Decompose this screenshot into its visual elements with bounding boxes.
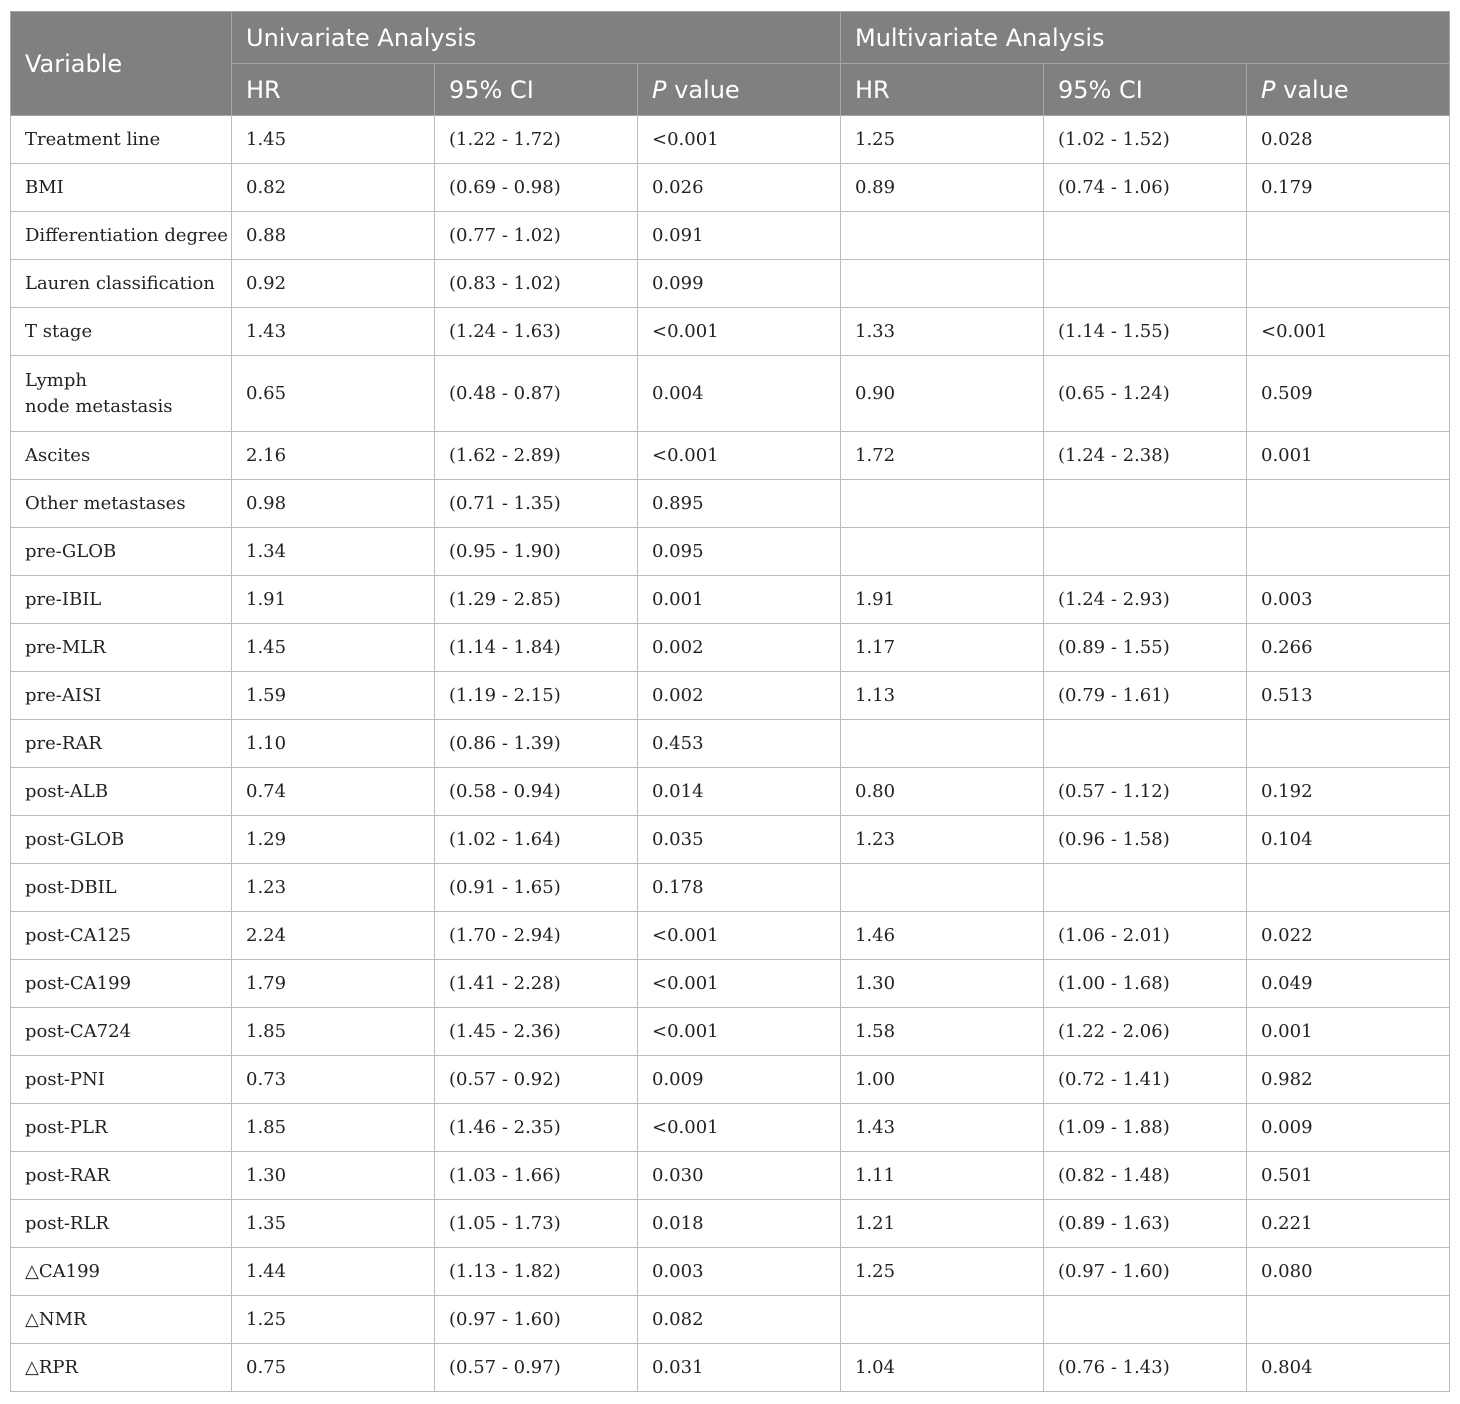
cell-multivariate-p: <0.001 [1247, 308, 1450, 356]
cell-univariate-p: 0.009 [638, 1056, 841, 1104]
cell-multivariate-ci [1044, 480, 1247, 528]
cell-univariate-ci: (0.69 - 0.98) [435, 164, 638, 212]
table-row [11, 720, 1450, 768]
cell-univariate-hr: 0.98 [232, 480, 435, 528]
cell-multivariate-hr: 1.91 [841, 576, 1044, 624]
cell-multivariate-ci: (0.79 - 1.61) [1044, 672, 1247, 720]
cell-multivariate-ci: (1.00 - 1.68) [1044, 960, 1247, 1008]
cell-multivariate-p: 0.221 [1247, 1200, 1450, 1248]
cell-univariate-hr: 1.34 [232, 528, 435, 576]
cell-multivariate-ci [1044, 212, 1247, 260]
table-row [11, 1056, 1450, 1104]
cell-multivariate-hr [841, 528, 1044, 576]
table-row [11, 432, 1450, 480]
cell-univariate-hr: 1.25 [232, 1296, 435, 1344]
cell-multivariate-hr: 1.72 [841, 432, 1044, 480]
table-row [11, 260, 1450, 308]
table-row [11, 212, 1450, 260]
cell-univariate-p: 0.003 [638, 1248, 841, 1296]
cell-multivariate-p [1247, 212, 1450, 260]
cell-variable: post-ALB [11, 768, 232, 816]
table-row [11, 1008, 1450, 1056]
cell-univariate-hr: 1.43 [232, 308, 435, 356]
cell-univariate-hr: 1.23 [232, 864, 435, 912]
cell-univariate-ci: (0.83 - 1.02) [435, 260, 638, 308]
cell-univariate-p: 0.178 [638, 864, 841, 912]
cell-variable: △CA199 [11, 1248, 232, 1296]
table-header [11, 12, 1450, 116]
cell-univariate-hr: 1.59 [232, 672, 435, 720]
cell-univariate-ci: (1.62 - 2.89) [435, 432, 638, 480]
cell-univariate-hr: 1.85 [232, 1008, 435, 1056]
header-multivariate-ci: 95% CI [1044, 64, 1247, 116]
cell-multivariate-p [1247, 260, 1450, 308]
cell-multivariate-hr [841, 260, 1044, 308]
cell-multivariate-hr: 1.00 [841, 1056, 1044, 1104]
cell-multivariate-p [1247, 1296, 1450, 1344]
p-italic: P [1261, 75, 1276, 104]
cell-univariate-ci: (1.29 - 2.85) [435, 576, 638, 624]
cell-univariate-ci: (0.97 - 1.60) [435, 1296, 638, 1344]
cell-multivariate-p: 0.266 [1247, 624, 1450, 672]
cell-multivariate-ci: (0.65 - 1.24) [1044, 356, 1247, 432]
cell-variable: Other metastases [11, 480, 232, 528]
cell-univariate-hr: 1.44 [232, 1248, 435, 1296]
header-multivariate-p [1247, 64, 1450, 116]
cell-multivariate-ci: (1.24 - 2.38) [1044, 432, 1247, 480]
cell-multivariate-ci: (1.24 - 2.93) [1044, 576, 1247, 624]
table-body [11, 116, 1450, 1392]
cell-univariate-p: 0.002 [638, 672, 841, 720]
table-row [11, 528, 1450, 576]
cell-univariate-ci: (0.58 - 0.94) [435, 768, 638, 816]
cell-univariate-p: 0.026 [638, 164, 841, 212]
header-univariate-ci: 95% CI [435, 64, 638, 116]
cell-multivariate-ci: (1.06 - 2.01) [1044, 912, 1247, 960]
results-table [10, 11, 1450, 1392]
table-row [11, 912, 1450, 960]
cell-univariate-hr: 1.85 [232, 1104, 435, 1152]
cell-multivariate-hr: 0.89 [841, 164, 1044, 212]
cell-univariate-p: <0.001 [638, 116, 841, 164]
cell-multivariate-hr: 1.11 [841, 1152, 1044, 1200]
cell-univariate-hr: 1.79 [232, 960, 435, 1008]
cell-univariate-p: 0.095 [638, 528, 841, 576]
cell-univariate-ci: (1.41 - 2.28) [435, 960, 638, 1008]
table-row [11, 576, 1450, 624]
cell-multivariate-hr: 1.30 [841, 960, 1044, 1008]
cell-univariate-ci: (1.14 - 1.84) [435, 624, 638, 672]
cell-multivariate-ci: (0.74 - 1.06) [1044, 164, 1247, 212]
cell-univariate-ci: (1.22 - 1.72) [435, 116, 638, 164]
header-univariate-p [638, 64, 841, 116]
cell-multivariate-p: 0.501 [1247, 1152, 1450, 1200]
cell-variable: post-DBIL [11, 864, 232, 912]
cell-univariate-p: 0.018 [638, 1200, 841, 1248]
cell-univariate-ci: (1.05 - 1.73) [435, 1200, 638, 1248]
cell-univariate-p: 0.004 [638, 356, 841, 432]
cell-univariate-hr: 1.29 [232, 816, 435, 864]
cell-univariate-hr: 1.45 [232, 624, 435, 672]
cell-multivariate-hr: 1.13 [841, 672, 1044, 720]
cell-variable: post-CA199 [11, 960, 232, 1008]
cell-multivariate-p [1247, 528, 1450, 576]
cell-variable: Differentiation degree [11, 212, 232, 260]
cell-multivariate-hr: 1.43 [841, 1104, 1044, 1152]
cell-univariate-p: 0.030 [638, 1152, 841, 1200]
cell-univariate-hr: 0.82 [232, 164, 435, 212]
cell-univariate-hr: 0.65 [232, 356, 435, 432]
table-row [11, 864, 1450, 912]
cell-variable: post-PNI [11, 1056, 232, 1104]
cell-univariate-hr: 1.30 [232, 1152, 435, 1200]
header-multivariate: Multivariate Analysis [841, 12, 1450, 64]
cell-univariate-ci: (1.70 - 2.94) [435, 912, 638, 960]
cell-multivariate-p: 0.804 [1247, 1344, 1450, 1392]
cell-univariate-p: <0.001 [638, 1008, 841, 1056]
cell-variable: post-GLOB [11, 816, 232, 864]
table-row [11, 1104, 1450, 1152]
cell-multivariate-p [1247, 864, 1450, 912]
cell-variable: post-CA125 [11, 912, 232, 960]
cell-univariate-p: 0.091 [638, 212, 841, 260]
cell-multivariate-ci: (0.96 - 1.58) [1044, 816, 1247, 864]
cell-multivariate-p: 0.001 [1247, 432, 1450, 480]
cell-multivariate-hr: 1.25 [841, 1248, 1044, 1296]
cell-multivariate-ci: (1.02 - 1.52) [1044, 116, 1247, 164]
cell-multivariate-hr [841, 720, 1044, 768]
cell-multivariate-hr: 1.21 [841, 1200, 1044, 1248]
table-row [11, 1344, 1450, 1392]
cell-multivariate-ci: (1.09 - 1.88) [1044, 1104, 1247, 1152]
table-row [11, 116, 1450, 164]
cell-variable: post-CA724 [11, 1008, 232, 1056]
cell-multivariate-ci [1044, 864, 1247, 912]
cell-multivariate-ci: (0.89 - 1.63) [1044, 1200, 1247, 1248]
cell-univariate-ci: (0.48 - 0.87) [435, 356, 638, 432]
table-row [11, 356, 1450, 432]
p-italic: P [652, 75, 667, 104]
cell-univariate-p: 0.895 [638, 480, 841, 528]
p-rest: value [666, 75, 740, 104]
cell-multivariate-p: 0.028 [1247, 116, 1450, 164]
cell-univariate-hr: 1.45 [232, 116, 435, 164]
cell-univariate-hr: 0.75 [232, 1344, 435, 1392]
table-row [11, 816, 1450, 864]
cell-multivariate-hr [841, 480, 1044, 528]
cell-variable: post-RAR [11, 1152, 232, 1200]
cell-multivariate-p: 0.513 [1247, 672, 1450, 720]
cell-univariate-ci: (0.71 - 1.35) [435, 480, 638, 528]
cell-univariate-p: <0.001 [638, 960, 841, 1008]
cell-univariate-p: 0.001 [638, 576, 841, 624]
cell-variable: Lauren classification [11, 260, 232, 308]
cell-multivariate-hr [841, 1296, 1044, 1344]
cell-univariate-hr: 0.88 [232, 212, 435, 260]
cell-univariate-p: <0.001 [638, 432, 841, 480]
cell-multivariate-p [1247, 720, 1450, 768]
cell-univariate-hr: 1.91 [232, 576, 435, 624]
cell-univariate-ci: (0.91 - 1.65) [435, 864, 638, 912]
cell-multivariate-p: 0.003 [1247, 576, 1450, 624]
p-rest: value [1275, 75, 1349, 104]
cell-univariate-p: 0.082 [638, 1296, 841, 1344]
cell-multivariate-p: 0.049 [1247, 960, 1450, 1008]
cell-variable: △RPR [11, 1344, 232, 1392]
cell-variable: pre-AISI [11, 672, 232, 720]
cell-univariate-p: 0.099 [638, 260, 841, 308]
header-variable: Variable [11, 12, 232, 116]
cell-multivariate-ci: (0.57 - 1.12) [1044, 768, 1247, 816]
cell-univariate-hr: 0.92 [232, 260, 435, 308]
cell-multivariate-p: 0.179 [1247, 164, 1450, 212]
cell-multivariate-hr: 1.23 [841, 816, 1044, 864]
cell-multivariate-p: 0.192 [1247, 768, 1450, 816]
cell-univariate-ci: (1.45 - 2.36) [435, 1008, 638, 1056]
cell-multivariate-hr: 1.46 [841, 912, 1044, 960]
cell-multivariate-p: 0.022 [1247, 912, 1450, 960]
cell-univariate-hr: 1.35 [232, 1200, 435, 1248]
cell-variable: T stage [11, 308, 232, 356]
cell-univariate-p: <0.001 [638, 1104, 841, 1152]
cell-multivariate-ci [1044, 260, 1247, 308]
cell-variable: pre-GLOB [11, 528, 232, 576]
cell-multivariate-p: 0.982 [1247, 1056, 1450, 1104]
cell-multivariate-hr: 1.17 [841, 624, 1044, 672]
cell-univariate-ci: (0.86 - 1.39) [435, 720, 638, 768]
cell-univariate-ci: (0.57 - 0.97) [435, 1344, 638, 1392]
cell-univariate-p: 0.002 [638, 624, 841, 672]
cell-univariate-ci: (1.24 - 1.63) [435, 308, 638, 356]
cell-multivariate-ci [1044, 528, 1247, 576]
cell-univariate-hr: 2.24 [232, 912, 435, 960]
table-row [11, 480, 1450, 528]
cell-variable: pre-IBIL [11, 576, 232, 624]
cell-univariate-p: 0.031 [638, 1344, 841, 1392]
cell-multivariate-hr: 1.25 [841, 116, 1044, 164]
cell-variable: post-PLR [11, 1104, 232, 1152]
cell-multivariate-ci: (1.22 - 2.06) [1044, 1008, 1247, 1056]
cell-multivariate-hr: 0.80 [841, 768, 1044, 816]
table-row [11, 1296, 1450, 1344]
cell-univariate-p: 0.035 [638, 816, 841, 864]
cell-univariate-ci: (1.13 - 1.82) [435, 1248, 638, 1296]
table-row [11, 164, 1450, 212]
cell-multivariate-hr: 0.90 [841, 356, 1044, 432]
cell-multivariate-hr: 1.33 [841, 308, 1044, 356]
cell-multivariate-ci: (0.72 - 1.41) [1044, 1056, 1247, 1104]
header-univariate-hr: HR [232, 64, 435, 116]
cell-univariate-p: 0.014 [638, 768, 841, 816]
table-row [11, 960, 1450, 1008]
cell-univariate-p: <0.001 [638, 308, 841, 356]
table-container [10, 11, 1450, 1392]
cell-univariate-ci: (0.57 - 0.92) [435, 1056, 638, 1104]
cell-multivariate-ci: (0.82 - 1.48) [1044, 1152, 1247, 1200]
cell-multivariate-hr [841, 864, 1044, 912]
cell-univariate-ci: (1.02 - 1.64) [435, 816, 638, 864]
header-multivariate-hr: HR [841, 64, 1044, 116]
cell-multivariate-p: 0.009 [1247, 1104, 1450, 1152]
cell-univariate-hr: 1.10 [232, 720, 435, 768]
cell-univariate-ci: (1.46 - 2.35) [435, 1104, 638, 1152]
table-row [11, 1200, 1450, 1248]
cell-multivariate-hr [841, 212, 1044, 260]
cell-univariate-hr: 0.74 [232, 768, 435, 816]
header-univariate: Univariate Analysis [232, 12, 841, 64]
cell-variable: Lymph node metastasis [11, 356, 232, 432]
cell-multivariate-hr: 1.04 [841, 1344, 1044, 1392]
cell-variable: pre-RAR [11, 720, 232, 768]
cell-multivariate-ci: (0.97 - 1.60) [1044, 1248, 1247, 1296]
cell-variable: pre-MLR [11, 624, 232, 672]
table-row [11, 672, 1450, 720]
cell-multivariate-p: 0.104 [1247, 816, 1450, 864]
cell-univariate-hr: 2.16 [232, 432, 435, 480]
cell-univariate-ci: (0.95 - 1.90) [435, 528, 638, 576]
cell-multivariate-p: 0.080 [1247, 1248, 1450, 1296]
cell-variable: Ascites [11, 432, 232, 480]
cell-multivariate-p [1247, 480, 1450, 528]
table-row [11, 624, 1450, 672]
table-row [11, 768, 1450, 816]
cell-multivariate-ci [1044, 1296, 1247, 1344]
cell-multivariate-ci: (1.14 - 1.55) [1044, 308, 1247, 356]
cell-univariate-hr: 0.73 [232, 1056, 435, 1104]
cell-variable: post-RLR [11, 1200, 232, 1248]
cell-univariate-ci: (1.19 - 2.15) [435, 672, 638, 720]
cell-univariate-p: 0.453 [638, 720, 841, 768]
cell-multivariate-p: 0.509 [1247, 356, 1450, 432]
table-row [11, 1248, 1450, 1296]
cell-variable: △NMR [11, 1296, 232, 1344]
cell-multivariate-hr: 1.58 [841, 1008, 1044, 1056]
cell-univariate-ci: (0.77 - 1.02) [435, 212, 638, 260]
cell-variable: Treatment line [11, 116, 232, 164]
table-row [11, 308, 1450, 356]
cell-multivariate-ci: (0.89 - 1.55) [1044, 624, 1247, 672]
cell-univariate-p: <0.001 [638, 912, 841, 960]
cell-multivariate-ci: (0.76 - 1.43) [1044, 1344, 1247, 1392]
cell-multivariate-p: 0.001 [1247, 1008, 1450, 1056]
table-row [11, 1152, 1450, 1200]
cell-multivariate-ci [1044, 720, 1247, 768]
cell-univariate-ci: (1.03 - 1.66) [435, 1152, 638, 1200]
cell-variable: BMI [11, 164, 232, 212]
